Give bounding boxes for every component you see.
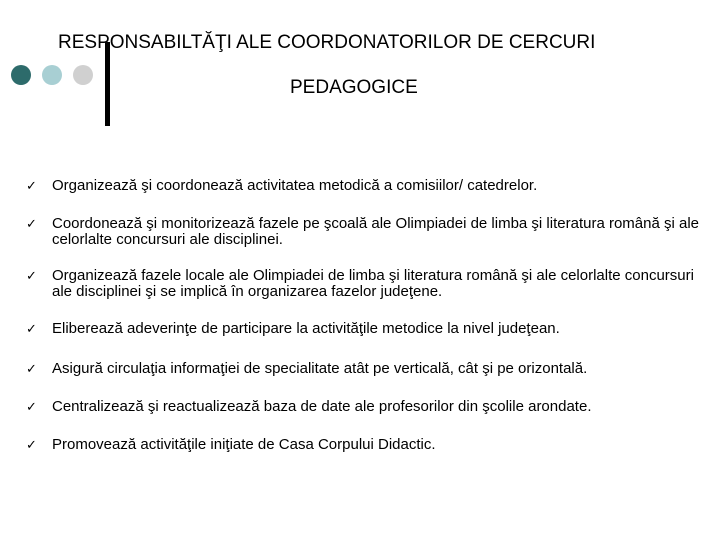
checkmark-icon: ✓ <box>26 217 37 232</box>
grey-dot-icon <box>73 65 93 85</box>
decorative-dots <box>11 65 96 87</box>
checkmark-icon: ✓ <box>26 322 37 337</box>
list-item-text: Asigură circulaţia informaţiei de specialitate atât pe verticală, cât şi pe orizontală. <box>52 360 588 377</box>
checkmark-icon: ✓ <box>26 438 37 453</box>
list-item-text: Eliberează adeverinţe de participare la activităţile metodice la nivel judeţean. <box>52 320 560 337</box>
slide-title-line-1: RESPONSABILTĂŢI ALE COORDONATORILOR DE CERCURI <box>58 32 596 53</box>
checkmark-icon: ✓ <box>26 362 37 377</box>
list-item-text: Coordonează şi monitorizează fazele pe şcoală ale Olimpiadei de limba şi literatura română şi ale celorlalte concursuri ale disciplinei. <box>52 215 699 248</box>
light-teal-dot-icon <box>42 65 62 85</box>
list-item-text: Organizează şi coordonează activitatea metodică a comisiilor/ catedrelor. <box>52 177 538 194</box>
list-item-text: Organizează fazele locale ale Olimpiadei de limba şi literatura română şi ale celorlalte concursuri ale disciplinei şi se implică în organizarea fazelor judeţene. <box>52 267 694 300</box>
list-item-text: Centralizează şi reactualizează baza de date ale profesorilor din şcolile arondate. <box>52 398 592 415</box>
checkmark-icon: ✓ <box>26 400 37 415</box>
list-item-text: Promovează activităţile iniţiate de Casa Corpului Didactic. <box>52 436 436 453</box>
dark-teal-dot-icon <box>11 65 31 85</box>
slide-title-line-2: PEDAGOGICE <box>290 77 418 98</box>
checkmark-icon: ✓ <box>26 269 37 284</box>
checkmark-icon: ✓ <box>26 179 37 194</box>
